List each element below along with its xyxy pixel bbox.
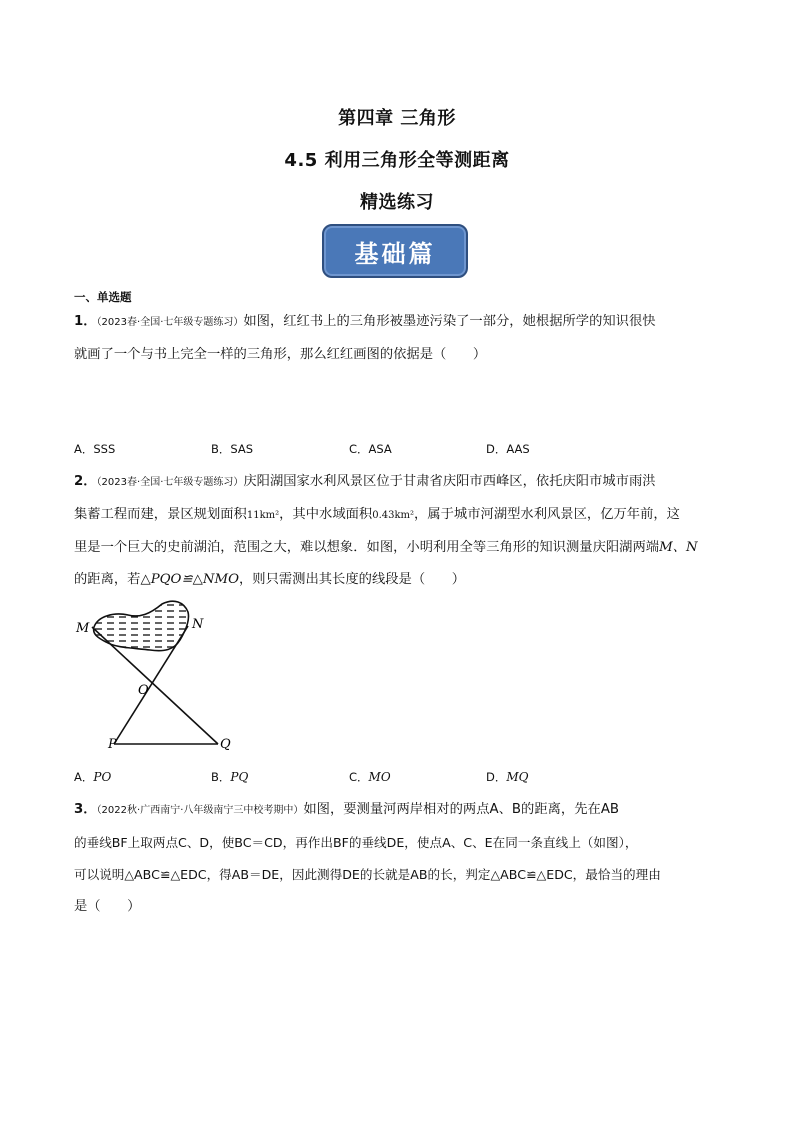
option-text: PQ (230, 770, 249, 784)
option-text: MO (368, 770, 391, 784)
label-n: N (192, 617, 204, 632)
q1-option-c[interactable] (349, 441, 392, 457)
q1-option-d[interactable] (486, 441, 530, 457)
text: 集蓄工程而建，景区规划面积 (74, 507, 247, 522)
text: ，则只需测出其长度的线段是（ ） (238, 572, 466, 587)
option-text: MQ (506, 770, 529, 784)
option-text: SAS (230, 442, 254, 456)
question-1-line-1 (74, 306, 724, 339)
question-3-text-1: 如图，要测量河两岸相对的两点A、B的距离，先在AB (303, 802, 620, 817)
option-text: PO (93, 770, 112, 784)
q2-option-d[interactable] (486, 769, 528, 785)
text: 的距离，若 (74, 572, 141, 587)
chapter-title: 第四章 三角形 (338, 108, 456, 129)
option-label: A． (74, 770, 94, 784)
basic-level-badge: 基础篇 (322, 224, 468, 278)
option-label: C． (349, 770, 369, 784)
question-2-text-1: 庆阳湖国家水利风景区位于甘肃省庆阳市西峰区，依托庆阳市城市雨洪 (243, 474, 656, 489)
option-label: B． (211, 442, 231, 456)
question-2-line-4 (74, 564, 724, 596)
option-label: D． (486, 442, 507, 456)
question-1-line-2: 就画了一个与书上完全一样的三角形，那么红红画图的依据是（ ） (74, 347, 487, 362)
lake-figure (70, 596, 250, 762)
subtitle: 精选练习 (360, 192, 434, 213)
lesson-title: 4.5 利用三角形全等测距离 (284, 150, 510, 171)
text: ，属于城市河湖型水利风景区，亿万年前，这 (414, 507, 680, 522)
label-m: M (76, 621, 90, 636)
text: 里是一个巨大的史前湖泊，范围之大，难以想象．如图，小明利用全等三角形的知识测量庆阳湖两端 (74, 540, 660, 555)
q1-option-a[interactable] (74, 441, 115, 457)
q2-option-b[interactable] (211, 769, 248, 785)
question-3-number: 3． (74, 802, 97, 817)
option-label: B． (211, 770, 231, 784)
question-2-line-1 (74, 466, 724, 499)
q2-option-c[interactable] (349, 769, 391, 785)
question-2-number: 2． (74, 474, 97, 489)
question-2-line-2 (74, 499, 724, 532)
option-text: ASA (368, 442, 392, 456)
lake-shape (94, 601, 189, 651)
question-2-line-3 (74, 532, 724, 564)
option-label: D． (486, 770, 507, 784)
question-3 (74, 794, 724, 923)
question-2-source: （2023春·全国·七年级专题练习） (96, 477, 244, 488)
question-3-source: （2022秋·广西南宁·八年级南宁三中校考期中） (96, 805, 304, 816)
text: ，其中水域面积 (279, 507, 373, 522)
question-3-line-4: 是（ ） (74, 899, 141, 914)
q1-option-b[interactable] (211, 441, 253, 457)
question-1-options (74, 441, 724, 461)
question-1-text-1: 如图，红红书上的三角形被墨迹污染了一部分，她根据所学的知识很快 (243, 314, 656, 329)
area-value: 11km² (246, 510, 280, 521)
question-3-line-1 (74, 794, 724, 827)
question-3-line-2: 的垂线BF上取两点C、D，使BC＝CD，再作出BF的垂线DE，使点A、C、E在同一条直线上（如图）， (74, 835, 638, 850)
points-mn: M、N (659, 540, 698, 555)
option-text: SSS (93, 442, 116, 456)
option-text: AAS (506, 442, 530, 456)
question-1-source: （2023春·全国·七年级专题练习） (96, 317, 244, 328)
question-3-line-3: 可以说明△ABC≌△EDC，得AB＝DE，因此测得DE的长就是AB的长，判定△ABC≌△EDC，最恰当的理由 (74, 867, 661, 882)
option-label: C． (349, 442, 369, 456)
label-o: O (138, 683, 149, 698)
option-label: A． (74, 442, 94, 456)
question-2 (74, 466, 724, 596)
water-area-value: 0.43km² (372, 510, 415, 521)
congruence-statement: △PQO≌△NMO (140, 572, 239, 587)
label-p: P (108, 737, 117, 752)
question-1 (74, 306, 724, 371)
label-q: Q (220, 737, 231, 752)
question-1-number: 1． (74, 314, 97, 329)
section-heading: 一、单选题 (74, 290, 132, 304)
q2-option-a[interactable] (74, 769, 111, 785)
question-2-options (74, 769, 724, 789)
